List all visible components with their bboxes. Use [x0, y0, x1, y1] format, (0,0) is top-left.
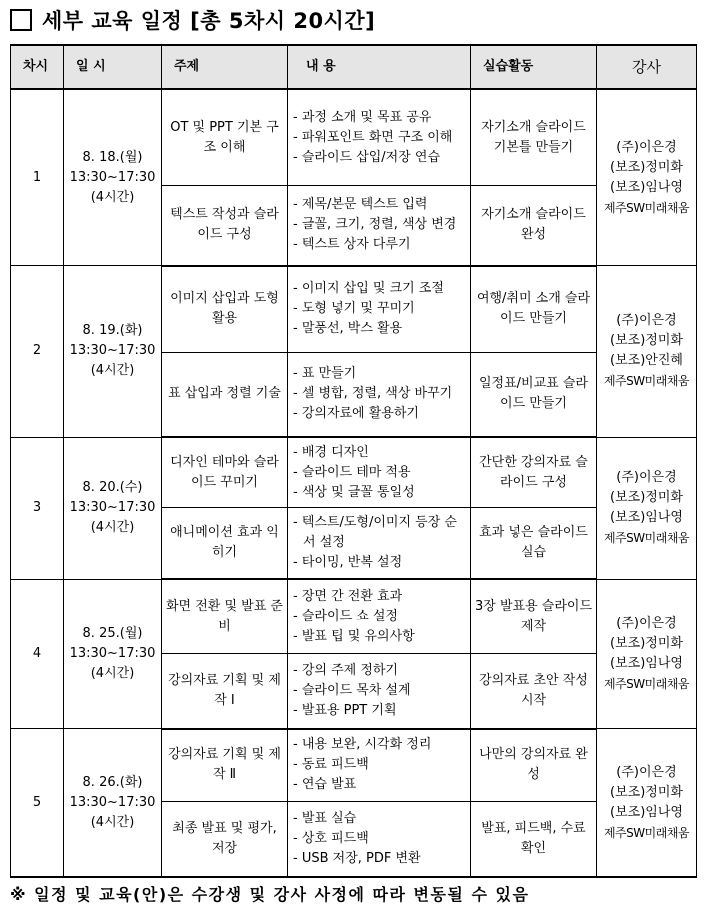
content-item: - 상호 피드백	[293, 830, 369, 846]
session-hours: (4시간)	[90, 363, 135, 379]
content-item: - 배경 디자인	[293, 444, 369, 460]
session-datetime	[64, 89, 162, 266]
topic-cell: 강의자료 기획 및 제작 Ⅱ	[162, 729, 288, 802]
teacher-name: (보조)임나영	[610, 510, 683, 526]
table-row	[11, 266, 697, 353]
header-content: 내 용	[288, 45, 471, 89]
content-item: - 말풍선, 박스 활용	[293, 321, 403, 337]
activity-cell: 발표, 피드백, 수료 확인	[471, 801, 597, 877]
topic-cell: 이미지 삽입과 도형 활용	[162, 266, 288, 353]
content-item: - 내용 보완, 시각화 정리	[293, 737, 432, 753]
activity-cell: 자기소개 슬라이드 완성	[471, 186, 597, 266]
session-hours: (4시간)	[90, 520, 135, 536]
teacher-name: (주)이은경	[616, 139, 677, 155]
content-item: - 연습 발표	[293, 777, 357, 793]
content-list	[291, 661, 467, 721]
activity-cell: 여행/취미 소개 슬라이드 만들기	[471, 266, 597, 353]
teacher-name: (주)이은경	[616, 615, 677, 631]
content-cell	[288, 437, 471, 508]
topic-cell: 강의자료 기획 및 제작 Ⅰ	[162, 654, 288, 729]
topic-cell: 디자인 테마와 슬라이드 꾸미기	[162, 437, 288, 508]
session-date: 8. 20.(수)	[82, 480, 143, 496]
content-cell	[288, 89, 471, 186]
topic-cell: OT 및 PPT 기본 구조 이해	[162, 89, 288, 186]
header-activity: 실습활동	[471, 45, 597, 89]
content-list	[291, 364, 467, 424]
session-time: 13:30~17:30	[69, 169, 156, 185]
header-datetime: 일 시	[64, 45, 162, 89]
content-item: - 표 만들기	[293, 366, 357, 382]
table-row	[11, 89, 697, 186]
table-row	[11, 437, 697, 508]
session-hours: (4시간)	[90, 665, 135, 681]
content-item: - 슬라이드 삽입/저장 연습	[293, 149, 441, 165]
page-title-text: 세부 교육 일정 [총 5차시 20시간]	[42, 9, 376, 33]
schedule-body	[11, 89, 697, 877]
schedule-table	[10, 44, 697, 878]
session-date: 8. 26.(화)	[82, 774, 143, 790]
content-item: - 장면 간 전환 효과	[293, 588, 403, 604]
session-datetime	[64, 729, 162, 877]
footnote: ※ 일정 및 교육(안)은 수강생 및 강사 사정에 따라 변동될 수 있음	[10, 885, 530, 904]
session-datetime	[64, 437, 162, 579]
session-number: 4	[11, 579, 64, 728]
teacher-cell	[597, 729, 697, 877]
session-datetime	[64, 266, 162, 438]
session-time: 13:30~17:30	[69, 645, 156, 661]
page-title	[10, 4, 375, 36]
content-item: - 강의 주제 정하기	[293, 663, 398, 679]
activity-cell: 자기소개 슬라이드 기본틀 만들기	[471, 89, 597, 186]
header-session: 차시	[11, 45, 64, 89]
session-date: 8. 19.(화)	[82, 323, 143, 339]
content-list	[291, 443, 467, 503]
content-list	[291, 587, 467, 647]
table-row	[11, 729, 697, 802]
content-cell	[288, 352, 471, 437]
teacher-name: (주)이은경	[616, 470, 677, 486]
content-item: - 동료 피드백	[293, 757, 369, 773]
checkbox-square-icon	[10, 9, 32, 31]
content-item: - 발표 실습	[293, 810, 357, 826]
header-topic: 주제	[162, 45, 288, 89]
teacher-name: (보조)정미화	[610, 784, 683, 800]
content-item: - 슬라이드 쇼 설정	[293, 608, 398, 624]
activity-cell: 일정표/비교표 슬라이드 만들기	[471, 352, 597, 437]
teacher-name: 제주SW미래채움	[603, 825, 690, 840]
teacher-cell	[597, 266, 697, 438]
content-item: - 발표용 PPT 기획	[293, 703, 397, 719]
header-row	[11, 45, 697, 89]
content-cell	[288, 508, 471, 580]
teacher-name: 제주SW미래채움	[603, 676, 690, 691]
session-date: 8. 18.(월)	[82, 149, 143, 165]
teacher-name: (보조)안진혜	[610, 353, 683, 369]
content-list	[291, 513, 467, 573]
topic-cell: 텍스트 작성과 슬라이드 구성	[162, 186, 288, 266]
content-item: - 제목/본문 텍스트 입력	[293, 197, 428, 213]
session-datetime	[64, 579, 162, 728]
content-item: - 글꼴, 크기, 정렬, 색상 변경	[293, 217, 457, 233]
content-item: - 과정 소개 및 목표 공유	[293, 109, 432, 125]
content-list	[291, 809, 467, 869]
content-cell	[288, 801, 471, 877]
session-time: 13:30~17:30	[69, 794, 156, 810]
content-item: - 발표 팁 및 유의사항	[293, 628, 415, 644]
teacher-name: 제주SW미래채움	[603, 200, 690, 215]
teacher-name: (보조)정미화	[610, 159, 683, 175]
content-list	[291, 735, 467, 795]
content-item: - 이미지 삽입 및 크기 조절	[293, 281, 444, 297]
content-list	[291, 279, 467, 339]
teacher-name: (보조)임나영	[610, 804, 683, 820]
header-teacher: 강사	[597, 45, 697, 89]
content-item: - 타이밍, 반복 설정	[293, 555, 403, 571]
content-list	[291, 108, 467, 168]
activity-cell: 나만의 강의자료 완성	[471, 729, 597, 802]
teacher-name: (보조)정미화	[610, 490, 683, 506]
content-cell	[288, 579, 471, 654]
content-cell	[288, 266, 471, 353]
teacher-cell	[597, 437, 697, 579]
content-item: - 강의자료에 활용하기	[293, 406, 419, 422]
session-time: 13:30~17:30	[69, 500, 156, 516]
topic-cell: 표 삽입과 정렬 기술	[162, 352, 288, 437]
session-date: 8. 25.(월)	[82, 625, 143, 641]
teacher-name: (보조)정미화	[610, 333, 683, 349]
content-item: - 파워포인트 화면 구조 이해	[293, 129, 453, 145]
teacher-name: (주)이은경	[616, 764, 677, 780]
table-row	[11, 579, 697, 654]
teacher-name: (보조)임나영	[610, 179, 683, 195]
content-item: - 셀 병합, 정렬, 색상 바꾸기	[293, 386, 453, 402]
content-item: - 텍스트/도형/이미지 등장 순서 설정	[293, 515, 457, 551]
session-hours: (4시간)	[90, 814, 135, 830]
content-item: - USB 저장, PDF 변환	[293, 850, 421, 866]
session-time: 13:30~17:30	[69, 343, 156, 359]
session-number: 1	[11, 89, 64, 266]
session-number: 3	[11, 437, 64, 579]
content-list	[291, 195, 467, 255]
content-item: - 슬라이드 테마 적용	[293, 464, 411, 480]
activity-cell: 3장 발표용 슬라이드 제작	[471, 579, 597, 654]
teacher-name: (주)이은경	[616, 313, 677, 329]
activity-cell: 효과 넣은 슬라이드 실습	[471, 508, 597, 580]
teacher-cell	[597, 579, 697, 728]
content-cell	[288, 186, 471, 266]
content-cell	[288, 654, 471, 729]
session-number: 5	[11, 729, 64, 877]
topic-cell: 화면 전환 및 발표 준비	[162, 579, 288, 654]
content-item: - 색상 및 글꼴 통일성	[293, 484, 415, 500]
teacher-name: 제주SW미래채움	[603, 374, 690, 389]
session-number: 2	[11, 266, 64, 438]
teacher-cell	[597, 89, 697, 266]
teacher-name: (보조)정미화	[610, 635, 683, 651]
teacher-name: 제주SW미래채움	[603, 531, 690, 546]
content-cell	[288, 729, 471, 802]
topic-cell: 애니메이션 효과 익히기	[162, 508, 288, 580]
teacher-name: (보조)임나영	[610, 655, 683, 671]
activity-cell: 간단한 강의자료 슬라이드 구성	[471, 437, 597, 508]
content-item: - 텍스트 상자 다루기	[293, 237, 411, 253]
content-item: - 슬라이드 목차 설계	[293, 683, 411, 699]
activity-cell: 강의자료 초안 작성 시작	[471, 654, 597, 729]
session-hours: (4시간)	[90, 189, 135, 205]
content-item: - 도형 넣기 및 꾸미기	[293, 301, 415, 317]
topic-cell: 최종 발표 및 평가, 저장	[162, 801, 288, 877]
